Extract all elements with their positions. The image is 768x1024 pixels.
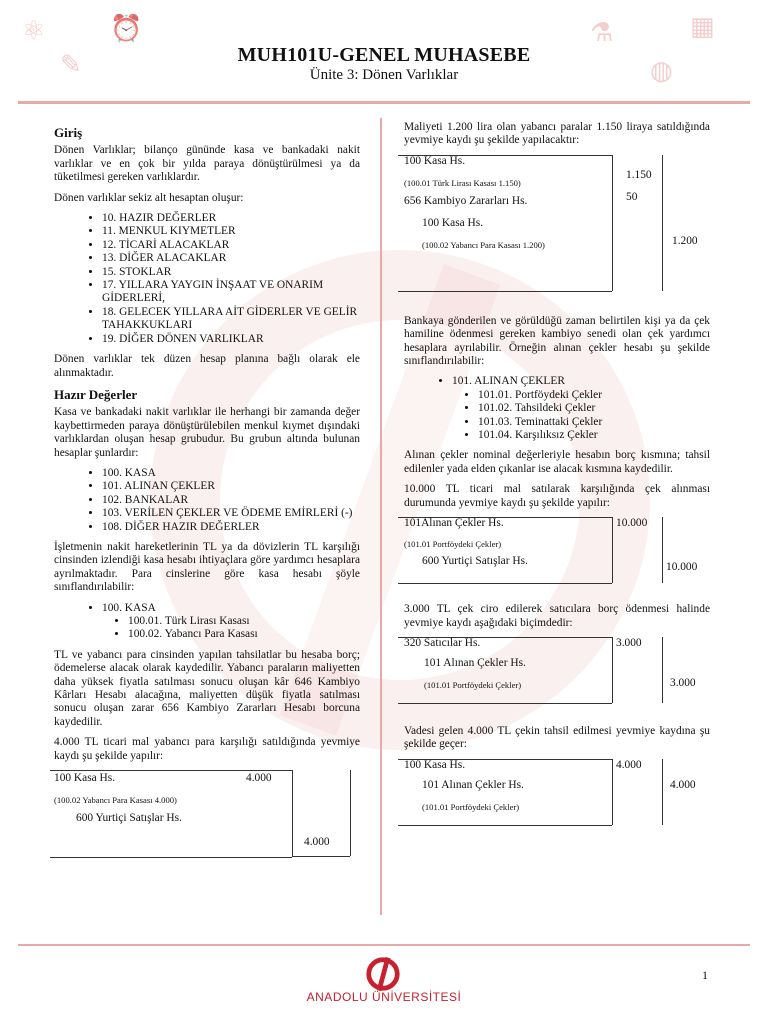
entry-debit-account: 100 Kasa Hs. (404, 758, 466, 771)
kasa-paragraph: İşletmenin nakit hareketlerinin TL ya da dövizlerin TL karşılığı cinsinden izlendiği kasa hesabı ihtiyaçlara göre yardımcı hesaplara ayrılmaktadır. Para cinslerine göre kasa hesabı şöyle sınıflandırılabilir: (54, 540, 360, 594)
list-item: • 18. GELECEK YILLARA AİT GİDERLER VE GELİR TAHAKKUKLARI (102, 306, 360, 333)
unit-subtitle: Ünite 3: Dönen Varlıklar (309, 67, 459, 83)
list-item: • 10. HAZIR DEĞERLER (102, 212, 360, 225)
entry-debit-account: 101Alınan Çekler Hs. (404, 517, 504, 530)
list-item: • 101.01. Portföydeki Çekler (478, 389, 710, 402)
entry-sub-account: (100.02 Yabancı Para Kasası 4.000) (54, 795, 177, 806)
clock-icon: ⏰ (110, 14, 143, 43)
debit-amount: 10.000 (616, 517, 648, 530)
list-item: • 108. DİĞER HAZIR DEĞERLER (102, 521, 360, 534)
list-item: • 101.03. Teminattaki Çekler (478, 416, 710, 429)
flask-icon: ⚗ (590, 18, 614, 47)
nominal-paragraph: Alınan çekler nominal değerleriyle hesabın borç kısmına; tahsil edilenler yada elden çıkanlar ise alacak kısmına kaydedilir. (404, 449, 710, 475)
example2-paragraph: Maliyeti 1.200 lira olan yabancı paralar 1.150 liraya satıldığında yevmiye kaydı şu şekilde yapılacaktır: (404, 121, 710, 147)
hazir-heading: Hazır Değerler (54, 386, 138, 402)
journal-bottom-line (398, 703, 612, 704)
journal-entry-3 (404, 517, 710, 587)
list-item: • 102. BANKALAR (102, 494, 360, 507)
list-item: • 101.02. Tahsildeki Çekler (478, 402, 710, 415)
entry-sub-account: (100.01 Türk Lirası Kasası 1.150) (404, 177, 521, 188)
list-item: • 11. MENKUL KIYMETLER (102, 225, 360, 238)
debit-amount: 4.000 (246, 772, 272, 785)
journal-entry-4 (404, 637, 710, 707)
list-item: • 13. DİĞER ALACAKLAR (102, 252, 360, 265)
entry-credit-account: 101 Alınan Çekler Hs. (424, 656, 526, 669)
asset-groups-list (54, 212, 360, 346)
credit-right-line (662, 759, 663, 825)
credit-amount: 3.000 (670, 676, 696, 689)
list-item: • 101. ALINAN ÇEKLER (102, 480, 360, 493)
entry-credit-account: 101 Alınan Çekler Hs. (422, 778, 524, 791)
credit-right-line (662, 155, 663, 291)
entry-debit-account: 100 Kasa Hs. (54, 772, 116, 785)
list-item: • 100.02. Yabancı Para Kasası (128, 628, 360, 641)
credit-right-line (662, 637, 663, 703)
course-title: MUH101U-GENEL MUHASEBE (237, 44, 531, 66)
cek-list (404, 375, 710, 442)
journal-entry-5 (404, 759, 710, 829)
list-item: • 17. YILLARA YAYGIN İNŞAAT VE ONARIM GİDERLERİ, (102, 279, 360, 306)
entry-sub-account: (101.01 Portföydeki Çekler) (404, 539, 502, 550)
entry-sub-account-2: (100.02 Yabancı Para Kasası 1.200) (422, 239, 545, 250)
debit-credit-separator (292, 770, 293, 856)
university-name: ANADOLU ÜNİVERSİTESİ (306, 990, 462, 1004)
credit-amount: 4.000 (304, 836, 330, 849)
hazir-accounts-list (54, 467, 360, 534)
intro-paragraph: Dönen Varlıklar; bilanço gününde kasa ve bankadaki nakit varlıklar ve en çok bir yılda paraya dönüştürülmesi ya da tüketilmesi gereken varlıklardır. (54, 144, 360, 184)
journal-bottom-line (398, 291, 612, 292)
intro-paragraph-3: Dönen varlıklar tek düzen hesap planına bağlı olarak ele alınmaktadır. (54, 353, 360, 379)
entry-sub-account: (101.01 Portföydeki Çekler) (424, 679, 522, 690)
column-divider (380, 118, 382, 915)
journal-bottom-line (398, 583, 612, 584)
calculator-icon: ▦ (690, 12, 715, 41)
intro-paragraph-2: Dönen varlıklar sekiz alt hesaptan oluşur: (54, 191, 244, 204)
list-item: • 12. TİCARİ ALACAKLAR (102, 239, 360, 252)
list-item: • 100.01. Türk Lirası Kasası (128, 615, 360, 628)
example3-paragraph: 10.000 TL ticari mal satılarak karşılığında çek alınması durumunda yevmiye kaydı şu şekilde yapılır: (404, 483, 710, 509)
credit-amount: 10.000 (666, 561, 698, 574)
debit-amount-2: 50 (626, 190, 638, 203)
credit-amount: 4.000 (670, 778, 696, 791)
entry-debit-account: 320 Satıcılar Hs. (404, 636, 481, 649)
debit-amount: 4.000 (616, 758, 642, 771)
list-item: • 100. KASA (102, 602, 360, 615)
entry-credit-account: 600 Yurtiçi Satışlar Hs. (76, 812, 182, 825)
entry-debit-account: 100 Kasa Hs. (404, 154, 466, 167)
list-item: • 100. KASA (102, 467, 360, 480)
entry-debit-account-2: 656 Kambiyo Zararları Hs. (404, 194, 528, 207)
credit-right-line (662, 517, 663, 583)
hazir-paragraph: Kasa ve bankadaki nakit varlıklar ile herhangi bir zamanda değer kaybettirmeden paraya dönüştürülebilen menkul kıymet dışındaki varlıklardan oluşan hesap grubudur. Bu grubun altında bulunan hesaplar şunlardır: (54, 406, 360, 459)
tl-paragraph: TL ve yabancı para cinsinden yapılan tahsilatlar bu hesaba borç; ödemelerse alacak olarak kaydedilir. Yabancı paraların maliyetten daha yüksek fiyatla satılması sonucu oluşan kâr 646 Kambiyo Kârları Hesabı alacağına, maliyetten düşük fiyatla satılması sonucu oluşan zarar 656 Kambiyo Zararları Hesabı borcuna kaydedilir. (54, 648, 360, 728)
debit-credit-separator (612, 637, 613, 703)
entry-credit-account: 100 Kasa Hs. (422, 216, 484, 229)
globe-icon: ✎ (60, 50, 82, 79)
list-item: • 101.04. Karşılıksız Çekler (478, 429, 710, 442)
entry-credit-account: 600 Yurtiçi Satışlar Hs. (422, 555, 528, 568)
cek-paragraph: Bankaya gönderilen ve görüldüğü zaman belirtilen kişi ya da çek hamiline ödenmesi gereken kambiyo senedi olan çek yardımcı hesaplara ayrılabilir. Örneğin alınan çekler hesabı şu şekilde sınıflandırılabilir: (404, 314, 710, 368)
example4-paragraph: 3.000 TL çek ciro edilerek satıcılara borç ödenmesi halinde yevmiye kaydı aşağıdaki biçimdedir: (404, 603, 710, 629)
credit-underline (292, 856, 350, 857)
credit-amount: 1.200 (672, 234, 698, 247)
kasa-list (54, 602, 360, 642)
list-item: • 103. VERİLEN ÇEKLER VE ÖDEME EMİRLERİ (-) (102, 507, 360, 520)
debit-credit-separator (612, 155, 613, 291)
entry-sub-account: (101.01 Portföydeki Çekler) (422, 801, 520, 812)
list-item: • 19. DİĞER DÖNEN VARLIKLAR (102, 333, 360, 346)
example5-paragraph: Vadesi gelen 4.000 TL çekin tahsil edilmesi yevmiye kaydına şu şekilde geçer: (404, 724, 710, 751)
debit-amount: 1.150 (626, 168, 652, 181)
debit-credit-separator (612, 759, 613, 825)
example1-paragraph: 4.000 TL ticari mal yabancı para karşılığı satıldığında yevmiye kaydı şu şekilde yapılır: (54, 736, 360, 762)
university-logo-icon (364, 955, 402, 993)
debit-amount: 3.000 (616, 636, 642, 649)
list-item: • 15. STOKLAR (102, 266, 360, 279)
atom-icon: ⚛ (22, 16, 46, 45)
journal-entry-1 (54, 770, 360, 858)
left-column (54, 126, 360, 868)
header-divider (18, 101, 750, 104)
debit-credit-separator (612, 517, 613, 583)
footer-divider (18, 944, 750, 946)
globe-icon-right: ◍ (650, 56, 673, 85)
page-number: 1 (702, 968, 708, 982)
list-item: • 101. ALINAN ÇEKLER (452, 375, 710, 388)
right-column (404, 121, 710, 839)
journal-entry-2 (404, 155, 710, 295)
journal-bottom-line (398, 825, 612, 826)
intro-heading: Giriş (54, 125, 83, 140)
